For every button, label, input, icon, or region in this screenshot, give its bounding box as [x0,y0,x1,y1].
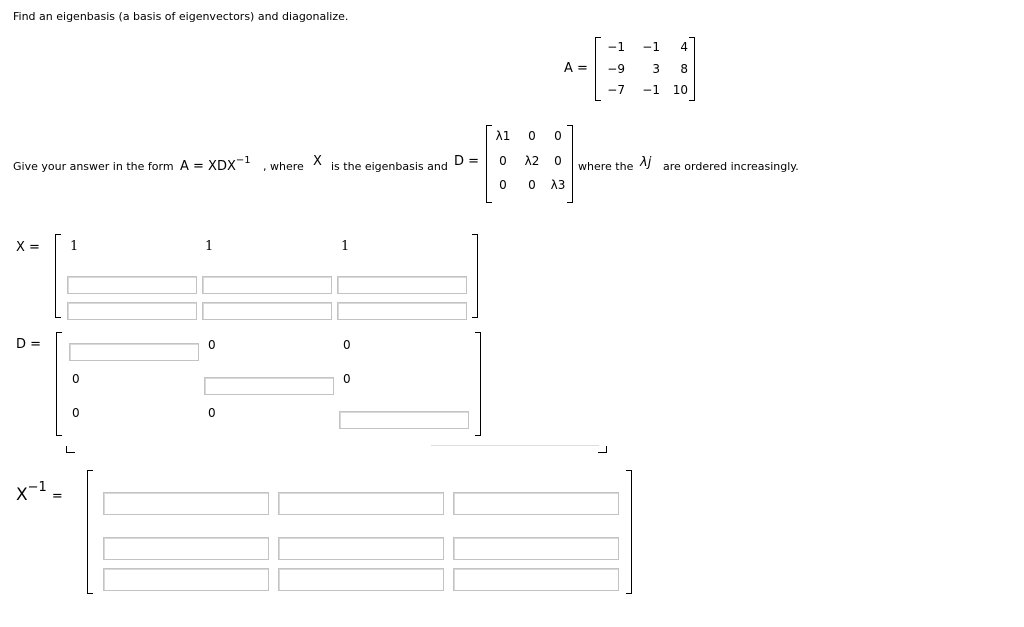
where-the-text: where the [578,160,634,173]
matrix-xinv-input-r2c3[interactable] [453,537,619,560]
lambda-j-symbol: λj [640,155,652,170]
matrix-xinv-label [16,480,63,505]
matrix-x-input-r3c3[interactable] [337,302,467,320]
matrix-a-cell: 8 [680,62,688,76]
matrix-x-label: X = [16,240,40,255]
matrix-d-zero: 0 [72,372,80,386]
matrix-xinv-input-r2c2[interactable] [278,537,444,560]
d-form-cell: λ3 [550,178,566,192]
eigenbasis-text: is the eigenbasis and [331,160,448,173]
d-form-cell: 0 [528,129,536,143]
matrix-d-right-bracket [475,332,481,436]
matrix-a-label: A = [564,61,588,76]
matrix-d-zero: 0 [208,406,216,420]
instruction-text: Find an eigenbasis (a basis of eigenvectors) and diagonalize. [13,10,349,23]
matrix-xinv-input-r1c1[interactable] [103,492,269,515]
matrix-x-given-value: 1 [341,239,350,254]
matrix-xinv-left-bracket [87,470,93,594]
d-form-cell: λ2 [524,154,540,168]
matrix-xinv-input-r3c2[interactable] [278,568,444,591]
matrix-xinv-input-r1c2[interactable] [278,492,444,515]
d-form-cell: 0 [554,129,562,143]
d-form-cell: 0 [528,178,536,192]
matrix-d-input-lambda1[interactable] [69,343,199,361]
matrix-a-left-bracket [595,37,601,101]
matrix-x-input-r2c1[interactable] [67,276,197,294]
matrix-xinv-input-r1c3[interactable] [453,492,619,515]
matrix-a-cell: −1 [642,83,660,97]
x-symbol: X [313,154,322,169]
matrix-a-cell: −1 [642,40,660,54]
ordered-text: are ordered increasingly. [663,160,799,173]
stray-right-tick [598,446,607,453]
matrix-d-zero: 0 [72,406,80,420]
matrix-xinv-right-bracket [626,470,632,594]
divider-line [431,445,599,446]
matrix-a-cell: 3 [652,62,660,76]
matrix-a-cell: 4 [680,40,688,54]
matrix-d-input-lambda2[interactable] [204,377,334,395]
xinv-equals: = [51,489,63,504]
matrix-d-left-bracket [56,332,62,436]
matrix-x-right-bracket [472,234,478,318]
xinv-letter: X [16,485,28,505]
xinv-exponent: −1 [27,480,47,495]
stray-left-tick [66,446,75,453]
d-form-cell: 0 [499,178,507,192]
formula-exponent: −1 [235,155,251,166]
matrix-x-input-r2c2[interactable] [202,276,332,294]
d-form-cell: λ1 [495,129,511,143]
matrix-xinv-input-r2c1[interactable] [103,537,269,560]
matrix-a-cell: −9 [607,62,625,76]
matrix-d-zero: 0 [343,338,351,352]
matrix-xinv-input-r3c1[interactable] [103,568,269,591]
d-form-cell: 0 [554,154,562,168]
answer-form-prefix: Give your answer in the form [13,160,174,173]
matrix-d-zero: 0 [343,372,351,386]
matrix-d-zero: 0 [208,338,216,352]
matrix-d-input-lambda3[interactable] [339,411,469,429]
answer-form-formula [180,155,251,174]
matrix-x-input-r3c2[interactable] [202,302,332,320]
matrix-a-cell: −1 [607,40,625,54]
matrix-a-cell: 10 [672,83,688,97]
matrix-x-given-value: 1 [205,239,214,254]
matrix-xinv-input-r3c3[interactable] [453,568,619,591]
formula-text: A = XDX [180,159,236,174]
answer-form-where: , where [263,160,304,173]
matrix-x-input-r3c1[interactable] [67,302,197,320]
matrix-x-input-r2c3[interactable] [337,276,467,294]
matrix-x-left-bracket [55,234,61,318]
matrix-a-cell: −7 [607,83,625,97]
matrix-a-right-bracket [689,37,695,101]
d-form-cell: 0 [499,154,507,168]
matrix-x-given-value: 1 [70,239,79,254]
matrix-d-label: D = [16,337,42,352]
d-form-label: D = [454,154,480,169]
